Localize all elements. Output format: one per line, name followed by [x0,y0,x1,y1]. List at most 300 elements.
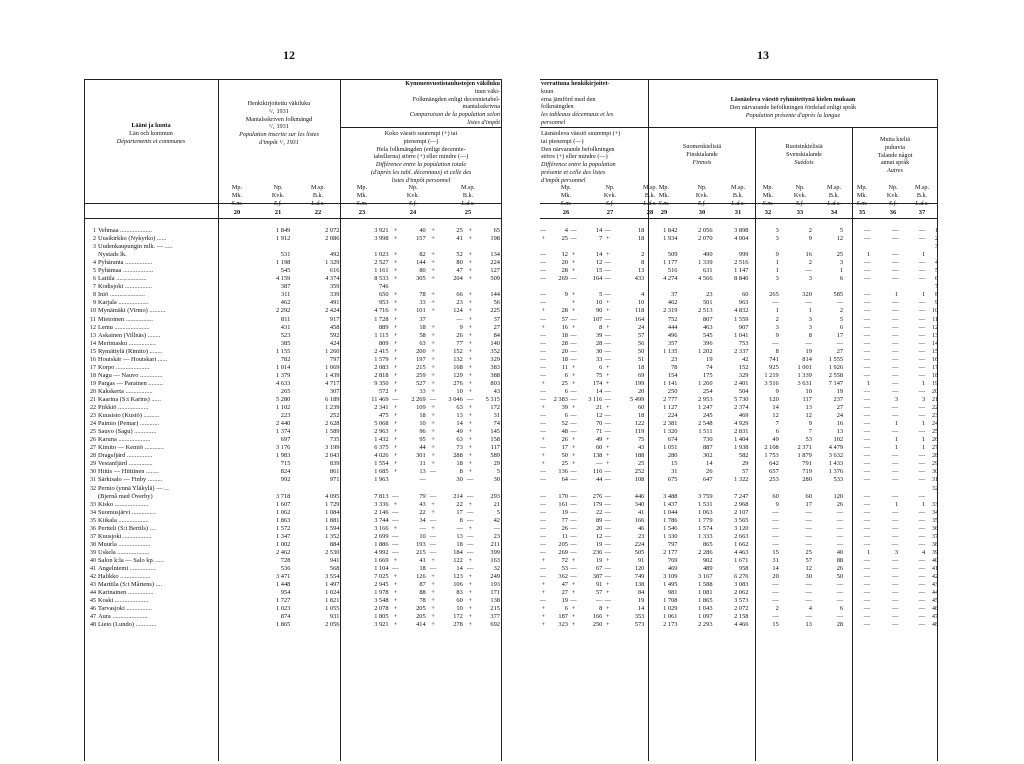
swedish-msp: 237 [833,395,844,403]
sign-np: + [431,444,435,452]
present-diff-np: 5 [599,291,603,299]
other-np: — [891,371,899,379]
diff-np: 8 [459,516,463,524]
sign-present-np: — [570,508,577,516]
sign-msp: + [468,387,472,395]
cell-np: 4 374 [325,275,340,283]
table-row [540,452,938,460]
sign-mp: + [393,444,398,452]
cell-msp: 8 533 [374,275,389,283]
sign-present-np: + [571,291,576,299]
sign-msp [465,283,476,291]
finnish-np: 1 063 [698,508,713,516]
sub-header-line: Kvk. [406,191,420,199]
row-number: 13 [89,332,96,339]
swedish-mp: 6 [775,428,779,436]
other-msp: — [918,468,926,476]
sign-present-mp: — [540,275,547,283]
sign-np: + [431,307,435,315]
row-number-right [927,493,938,501]
swedish-np: — [805,508,812,516]
diff-mp: 109 [416,404,426,412]
swedish-msp: 585 [833,291,844,299]
other-msp: 1 [921,251,926,259]
sub-header-line: Mp. [231,184,243,191]
finnish-np: 545 [702,331,713,339]
sign-msp [465,485,476,493]
swedish-msp: 26 [836,500,844,508]
sign-mp: — [392,492,399,500]
diff-msp: 388 [490,371,500,379]
finnish-np: 1 779 [698,516,713,524]
swedish-msp: 12 [836,235,844,243]
sign-msp: — [467,548,474,556]
diff-mp: 18 [419,412,426,420]
sign-present-mp: — [540,347,547,355]
cell-mp: 431 [280,323,291,331]
sign-msp: — [467,532,474,540]
cell-mp: 1 607 [276,500,291,508]
diff-msp: 399 [490,548,500,556]
sub-header-line: S.m. [560,199,572,207]
row-number-right: 7 [935,284,938,291]
sign-np: — [429,395,437,403]
sign-present-np: — [570,500,577,508]
other-np: — [891,581,899,589]
other-np: 1 [894,436,899,444]
cell-msp: 2 083 [374,363,389,371]
diff-mp: 37 [419,315,426,323]
sign-msp: + [468,379,472,387]
sign-np: — [429,548,437,556]
sign-np: + [431,363,435,371]
row-number-right: 11 [932,316,938,323]
cell-mp: 697 [280,436,291,444]
diff-mp: 126 [416,573,426,581]
sign-np: — [429,516,437,524]
finnish-msp: 2 401 [734,379,749,387]
diff-np: 123 [453,573,463,581]
diff-mp: 414 [416,621,426,629]
present-diff-msp [611,283,646,291]
commune-name: Tarvasjoki ................ [97,605,153,613]
commune-name: Houtskär — Houtskari ...... [97,355,168,363]
swedish-np: 10 [805,387,812,395]
row-number-right: 13 [932,332,938,339]
present-diff-mp: 11 [561,363,568,371]
cell-np: 884 [329,540,340,548]
other-mp: — [863,420,871,428]
cell-mp: 523 [280,331,291,339]
row-number-right: 24 [932,421,938,428]
diff-np: 14 [456,564,463,572]
sign-msp: + [468,428,472,436]
sign-msp: + [468,299,472,307]
sign-mp: + [393,605,398,613]
sign-np: + [431,436,435,444]
diff-mp: 33 [419,299,426,307]
cell-np: 491 [329,299,340,307]
present-diff-mp [546,299,570,307]
diff-msp: 5 315 [485,395,500,403]
table-row [540,380,938,388]
commune-name: Pargas — Parainen ......... [97,379,163,387]
finnish-np: 2 293 [698,621,713,629]
swedish-msp: 27 [836,347,844,355]
other-np: — [891,404,899,412]
finnish-np: 2 286 [698,548,713,556]
swedish-mp [751,485,781,493]
finnish-msp: 2 107 [734,508,749,516]
table-row [540,243,938,251]
other-mp: — [863,275,871,283]
other-np [872,283,900,291]
row-number [84,251,96,259]
sign-present-msp: + [606,436,610,444]
table-row [540,485,938,493]
present-diff-mp: 362 [558,573,568,581]
sign-present-msp: + [606,251,610,259]
finnish-np: 1 588 [698,581,713,589]
sign-present-msp: + [606,444,610,452]
finnish-mp: 1 708 [663,597,678,605]
cell-mp: 1 863 [276,516,291,524]
sub-header-33 [784,184,816,207]
diff-np: 276 [453,379,463,387]
diff-msp: 293 [490,492,500,500]
sign-present-mp: + [541,621,545,629]
table-row [84,533,502,541]
row-number: 29 [89,461,96,468]
sign-present-msp: — [604,508,612,516]
swedish-np: 719 [802,468,812,476]
cell-mp: 1 865 [276,621,291,629]
sub-header-line: Mk. [231,191,243,199]
cell-np: 2 056 [325,621,340,629]
present-diff-msp: 108 [634,476,645,484]
finnish-mp: 1 320 [663,428,678,436]
sign-present-np: + [571,613,576,621]
table-row [84,243,502,251]
sign-present-mp: + [541,323,545,331]
sign-present-msp: — [604,275,612,283]
other-np: 1 [894,420,899,428]
sign-present-mp: — [540,363,547,371]
sub-header-line: Np. [888,184,898,191]
swedish-mp: 3 [775,235,779,243]
finnish-msp: 1 559 [734,315,749,323]
finnish-mp: 1 177 [663,259,678,267]
swedish-mp: 3 [775,323,779,331]
sign-mp: + [393,355,398,363]
present-diff-np: 70 [595,420,603,428]
sub-header-30 [686,184,718,207]
table-row [540,235,938,243]
other-mp: — [863,412,871,420]
other-np: — [891,363,899,371]
finnish-msp: 1 662 [734,540,749,548]
finnish-mp: 1 437 [663,500,678,508]
sign-present-mp: + [541,404,545,412]
sub-header-31 [722,184,754,207]
diff-mp: 13 [419,468,426,476]
diff-np: 204 [453,275,463,283]
row-number: 5 [92,268,96,275]
table-row [84,348,502,356]
present-diff-np: 49 [595,436,603,444]
sign-msp: — [467,564,474,572]
swedish-msp: — [836,540,844,548]
present-diff-np: 3 116 [588,395,603,403]
present-diff-mp: 18 [561,331,568,339]
sign-mp: — [392,516,399,524]
data-table-right [540,227,938,629]
present-diff-np: 91 [595,581,603,589]
sub-header-line: Mp. [856,184,868,191]
cell-msp: 7 813 [374,492,389,500]
sign-present-mp: + [541,460,545,468]
sign-present-msp: + [606,605,610,613]
present-diff-mp: 4 [564,227,568,234]
row-number: 20 [89,388,96,395]
finnish-np: 1 865 [698,597,713,605]
sub-header-line: Mk. [356,191,368,199]
diff-msp: 138 [490,597,500,605]
finnish-np: 1 333 [698,532,713,540]
finnish-mp: 509 [667,251,678,259]
other-msp: — [918,452,926,460]
sign-present-msp: — [604,573,612,581]
table-row [540,468,938,476]
sign-present-np [570,243,577,251]
row-number-right: 25 [932,429,938,436]
other-mp: — [863,540,871,548]
column-number: 34 [830,209,838,216]
row-number-right: 33 [932,501,938,508]
diff-msp: 172 [490,404,500,412]
sign-mp: — [392,532,399,540]
swedish-msp: 6 [839,275,844,283]
finnish-msp: 8 840 [734,275,749,283]
swedish-mp: 2 108 [764,444,779,452]
present-diff-np: 236 [592,548,603,556]
diff-np: 13 [456,412,463,420]
cell-np: 735 [329,436,340,444]
table-row [540,428,938,436]
sign-present-msp: + [606,307,610,315]
commune-name: Piikkiö ................... [97,404,149,412]
row-number-right: 21 [932,396,938,403]
finnish-msp: 2 062 [734,589,749,597]
sub-header-line: S.m. [762,199,774,207]
diff-np: 63 [456,404,463,412]
sign-present-np: — [570,492,577,500]
diff-mp: 193 [416,540,426,548]
header-ruotsi: Ruotsinkielisiä Svensktalande Suédois [785,143,823,166]
other-mp: — [863,573,871,581]
finnish-np: 501 [702,299,713,307]
swedish-mp: 265 [769,291,779,299]
cell-np: 941 [329,556,340,564]
sign-present-msp: + [606,556,610,564]
finnish-np: 245 [702,412,713,420]
table-row [84,501,502,509]
sign-np [428,476,439,484]
sign-present-np: + [571,621,576,629]
swedish-np: — [805,540,812,548]
sign-np: — [429,492,437,500]
sign-mp: + [393,621,398,629]
sign-np: + [431,404,435,412]
table-row [540,589,938,597]
finnish-msp: 999 [738,251,749,259]
swedish-np: — [805,299,812,307]
finnish-msp: 60 [742,291,749,299]
diff-msp: — [493,524,500,532]
cell-mp: 874 [280,613,291,621]
cell-msp: 1 554 [374,460,389,468]
other-mp: — [863,516,871,524]
swedish-mp: 9 [775,500,779,508]
present-diff-msp: 199 [634,379,645,387]
sign-np: + [431,420,435,428]
diff-msp: 74 [493,420,500,428]
cell-mp: 1 155 [276,347,291,355]
finnish-msp: 2 374 [734,404,749,412]
diff-np: 60 [456,597,463,605]
present-diff-mp: 161 [558,500,568,508]
diff-mp: 157 [416,235,426,243]
finnish-msp: 57 [742,468,749,476]
present-diff-np: 179 [592,500,603,508]
swedish-msp: — [836,299,844,307]
cell-mp: 1 014 [276,363,291,371]
cell-np [292,485,341,493]
present-diff-msp: 224 [634,540,645,548]
diff-np: 66 [456,291,463,299]
present-diff-mp: 28 [561,307,568,315]
table-row [84,493,502,501]
swedish-mp: 2 [775,315,779,323]
present-diff-np: 14 [595,251,603,259]
present-diff-mp: 6 [564,412,568,420]
column-number: 26 [562,209,570,216]
sign-present-msp: — [604,476,612,484]
sub-header-line: M.sp. [826,184,842,191]
finnish-mp: 1 029 [663,605,678,613]
present-diff-msp: 91 [637,556,645,564]
diff-np: 10 [456,605,463,613]
diff-mp: 96 [419,428,426,436]
table-row [84,291,502,299]
sign-np: — [429,532,437,540]
table-row [84,364,502,372]
cell-np: 252 [329,412,340,420]
sign-present-np: + [571,404,576,412]
sign-present-mp: + [541,235,545,243]
sign-present-mp: — [540,597,547,605]
row-number: 19 [89,380,96,387]
cell-mp: 1 198 [276,259,291,267]
sign-np: + [431,589,435,597]
present-diff-np: 164 [592,275,603,283]
sign-msp: + [468,275,472,283]
diff-np: 30 [456,476,463,484]
sign-np: + [431,371,435,379]
swedish-mp: 3 [775,275,779,283]
other-mp: — [863,589,871,597]
diff-msp: 32 [493,564,500,572]
finnish-msp: 2 831 [734,428,749,436]
commune-name: Hiitis — Hiittinen ........ [97,468,159,476]
present-diff-mp: 2 383 [553,395,568,403]
diff-mp: 200 [416,347,426,355]
present-diff-mp: 205 [558,540,568,548]
cell-msp: 2 527 [374,259,389,267]
present-diff-np: 57 [595,589,603,597]
sign-np [428,485,439,493]
other-np [872,243,900,251]
sign-mp: + [393,315,398,323]
sign-np: — [429,540,437,548]
finnish-msp: 2 516 [734,259,749,267]
swedish-np: — [805,589,812,597]
commune-name: Rymättylä (Rimito) ........ [97,347,163,355]
sign-present-np: — [570,476,577,484]
row-number: 39 [89,549,96,556]
table-row [84,444,502,452]
swedish-np: 17 [805,500,812,508]
finnish-msp: 3 898 [734,227,749,234]
row-number: 21 [89,396,96,403]
finnish-np: 19 [706,355,713,363]
table-row [84,541,502,549]
table-row [540,316,938,324]
swedish-mp: 15 [772,621,779,629]
sign-mp: + [393,347,398,355]
diff-np: 288 [453,452,463,460]
finnish-np: 730 [702,436,713,444]
sign-present-msp: — [604,412,612,420]
sign-mp: — [392,564,399,572]
sign-np: + [431,291,435,299]
finnish-msp: 753 [738,339,749,347]
other-np: — [891,315,899,323]
table-row [84,388,502,396]
present-diff-np [577,243,604,251]
header-muita: Muita kieliä puhuvia Talande något annat språk Autres [877,136,913,175]
finnish-msp: 6 276 [734,573,749,581]
present-diff-mp: 25 [561,235,568,243]
present-diff-np: 15 [595,267,603,275]
swedish-np: 791 [802,460,812,468]
row-number-right: 12 [932,324,938,331]
diff-np: 172 [453,613,463,621]
sign-present-np [570,485,577,493]
cell-np [292,243,341,251]
sign-present-np: — [570,315,577,323]
present-diff-np: 60 [595,444,603,452]
swedish-mp: 9 [775,251,779,259]
column-number: 23 [358,209,366,216]
swedish-msp: — [836,339,844,347]
finnish-msp: 2 072 [734,605,749,613]
finnish-msp: 3 083 [734,581,749,589]
table-row [540,573,938,581]
cell-mp: 1 727 [276,597,291,605]
other-msp: — [918,275,926,283]
sign-np: + [431,452,435,460]
